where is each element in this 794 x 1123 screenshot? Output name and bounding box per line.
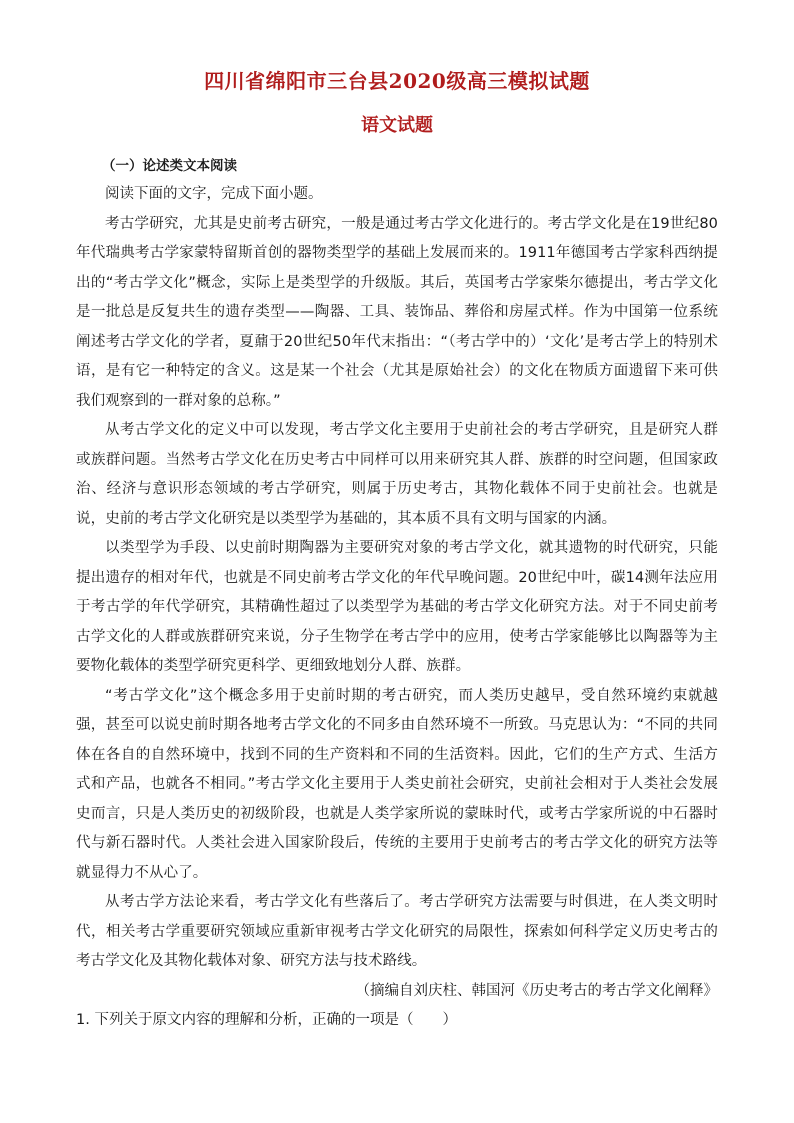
paragraph-1: 考古学研究，尤其是史前考古研究，一般是通过考古学文化进行的。考古学文化是在19世纪80年代瑞典考古学家蒙特留斯首创的器物类型学的基础上发展而来的。1911年德国考古学家科西纳提出的“考古学文化”概念，实际上是类型学的升级版。其后，英国考古学家柴尔德提出，考古学文化是一批总是反复共生的遗存类型——陶器、工具、装饰品、葬俗和房屋式样。作为中国第一位系统阐述考古学文化的学者，夏鼐于20世纪50年代末指出：“（考古学中的）‘文化’是考古学上的特别术语，是有它一种特定的含义。这是某一个社会（尤其是原始社会）的文化在物质方面遗留下来可供我们观察到的一群对象的总称。” bbox=[76, 215, 718, 409]
reading-instruction: 阅读下面的文字，完成下面小题。 bbox=[105, 186, 323, 202]
document-title: 四川省绵阳市三台县2020级高三模拟试题 bbox=[204, 69, 590, 93]
section-heading: （一）论述类文本阅读 bbox=[102, 158, 237, 174]
paragraph-3: 以类型学为手段、以史前时期陶器为主要研究对象的考古学文化，就其遗物的时代研究，只能提出遗存的相对年代，也就是不同史前考古学文化的年代早晚问题。20世纪中叶，碳14测年法应用于考古学的年代学研究，其精确性超过了以类型学为基础的考古学文化研究方法。对于不同史前考古学文化的人群或族群研究来说，分子生物学在考古学中的应用，使考古学家能够比以陶器等为主要物化载体的类型学研究更科学、更细致地划分人群、族群。 bbox=[76, 540, 718, 674]
source-citation: （摘编自刘庆柱、韩国河《历史考古的考古学文化阐释》 bbox=[355, 982, 718, 999]
paragraph-5: 从考古学方法论来看，考古学文化有些落后了。考古学研究方法需要与时俱进，在人类文明时代，相关考古学重要研究领域应重新审视考古学文化研究的局限性，探索如何科学定义历史考古的考古学文化及其物化载体对象、研究方法与技术路线。 bbox=[76, 894, 718, 969]
paragraph-2: 从考古学文化的定义中可以发现，考古学文化主要用于史前社会的考古学研究，且是研究人群或族群问题。当然考古学文化在历史考古中同样可以用来研究其人群、族群的时空问题，但国家政治、经济与意识形态领域的考古学研究，则属于历史考古，其物化载体不同于史前社会。也就是说，史前的考古学文化研究是以类型学为基础的，其本质不具有文明与国家的内涵。 bbox=[76, 422, 718, 527]
question-1: 1. 下列关于原文内容的理解和分析，正确的一项是（ ） bbox=[76, 1012, 457, 1028]
document-subtitle: 语文试题 bbox=[361, 115, 433, 136]
paragraph-4: “考古学文化”这个概念多用于史前时期的考古研究，而人类历史越早，受自然环境约束就越强，甚至可以说史前时期各地考古学文化的不同多由自然环境不一所致。马克思认为：“不同的共同体在各自的自然环境中，找到不同的生产资料和不同的生活资料。因此，它们的生产方式、生活方式和产品，也就各不相同。”考古学文化主要用于人类史前社会研究，史前社会相对于人类社会发展史而言，只是人类历史的初级阶段，也就是人类学家所说的蒙昧时代，或考古学家所说的中石器时代与新石器时代。人类社会进入国家阶段后，传统的主要用于史前考古的考古学文化的研究方法等就显得力不从心了。 bbox=[76, 687, 718, 881]
